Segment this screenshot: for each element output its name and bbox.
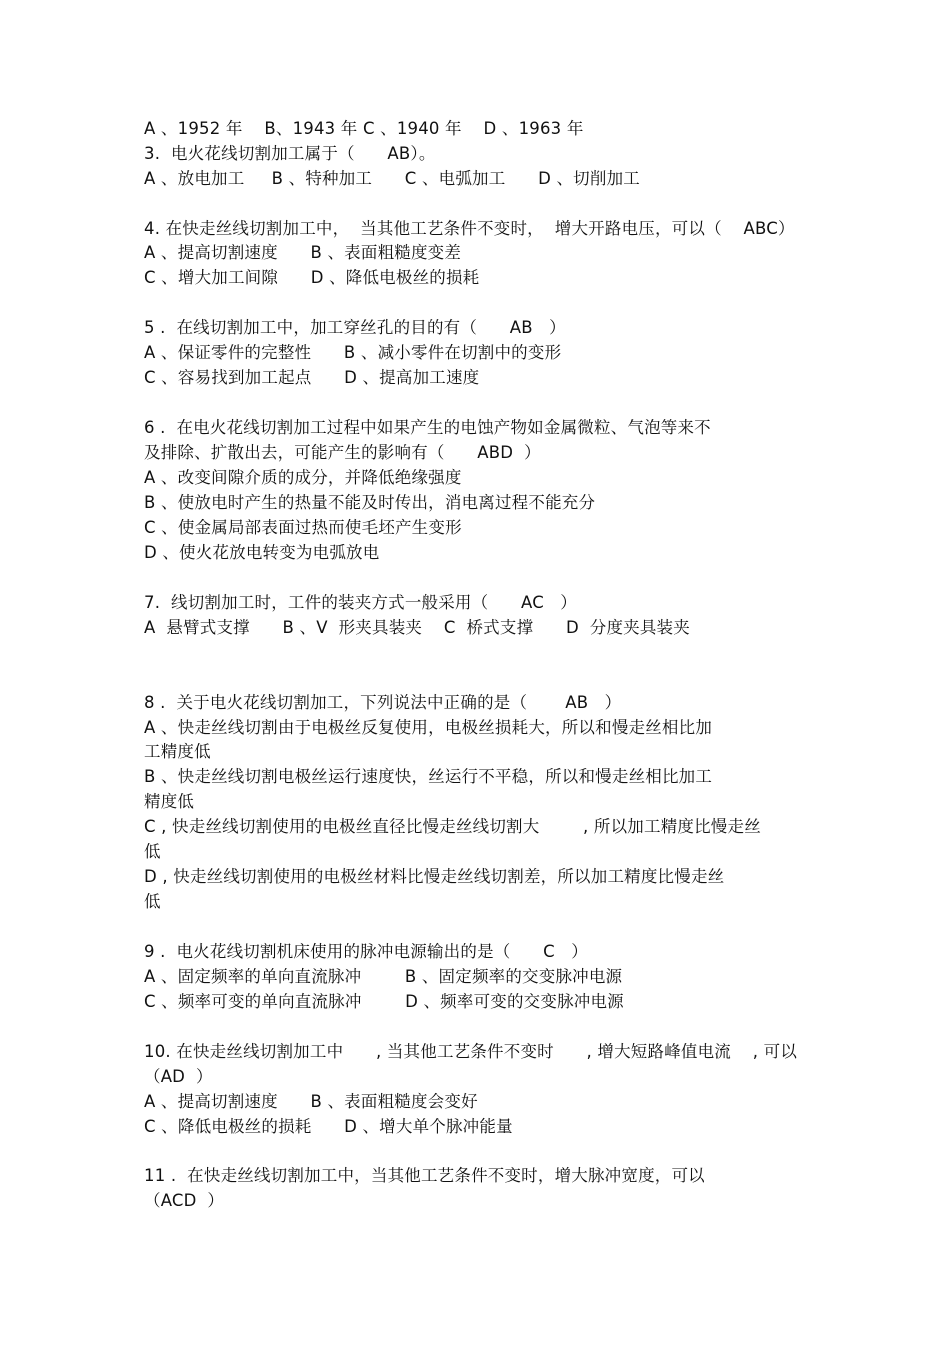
text-line: A 、保证零件的完整性 B 、减小零件在切割中的变形 xyxy=(144,343,562,362)
text-line: 3. 电火花线切割加工属于（ AB）。 xyxy=(144,144,436,163)
text-line: 及排除、扩散出去，可能产生的影响有（ ABD ） xyxy=(144,443,541,462)
text-line: 8 . 关于电火花线切割加工，下列说法中正确的是（ AB ） xyxy=(144,693,622,712)
text-line: C 、降低电极丝的损耗 D 、增大单个脉冲能量 xyxy=(144,1117,513,1136)
text-line: C 、频率可变的单向直流脉冲 D 、频率可变的交变脉冲电源 xyxy=(144,992,624,1011)
text-line: B 、使放电时产生的热量不能及时传出，消电离过程不能充分 xyxy=(144,493,596,512)
text-line: C , 快走丝线切割使用的电极丝直径比慢走丝线切割大 , 所以加工精度比慢走丝 xyxy=(144,817,761,836)
text-line: 5 . 在线切割加工中，加工穿丝孔的目的有（ AB ） xyxy=(144,318,566,337)
text-line: （AD ） xyxy=(144,1067,213,1086)
text-line: A 、改变间隙介质的成分，并降低绝缘强度 xyxy=(144,468,462,487)
text-line: C 、增大加工间隙 D 、降低电极丝的损耗 xyxy=(144,268,480,287)
text-line: 9 . 电火花线切割机床使用的脉冲电源输出的是（ C ） xyxy=(144,942,588,961)
text-line: A 、放电加工 B 、特种加工 C 、电弧加工 D 、切削加工 xyxy=(144,169,640,188)
text-line: 7. 线切割加工时，工件的装夹方式一般采用（ AC ） xyxy=(144,593,577,612)
text-line: 精度低 xyxy=(144,792,195,811)
text-line: 10. 在快走丝线切割加工中 , 当其他工艺条件不变时 , 增大短路峰值电流 , 可以 xyxy=(144,1042,798,1061)
text-line: A 、1952 年 B、1943 年 C 、1940 年 D 、1963 年 xyxy=(144,119,584,138)
text-line: 低 xyxy=(144,892,161,911)
text-line: 6 . 在电火花线切割加工过程中如果产生的电蚀产物如金属微粒、气泡等来不 xyxy=(144,418,711,437)
text-line: C 、容易找到加工起点 D 、提高加工速度 xyxy=(144,368,480,387)
text-line: 4. 在快走丝线切割加工中， 当其他工艺条件不变时， 增大开路电压，可以（ ABC） xyxy=(144,219,795,238)
text-line: A 、快走丝线切割由于电极丝反复使用，电极丝损耗大，所以和慢走丝相比加 xyxy=(144,718,713,737)
text-line: A 、提高切割速度 B 、表面粗糙度会变好 xyxy=(144,1092,478,1111)
text-line: 低 xyxy=(144,842,161,861)
text-line: 11 . 在快走丝线切割加工中，当其他工艺条件不变时，增大脉冲宽度，可以 xyxy=(144,1166,705,1185)
text-line: 工精度低 xyxy=(144,742,211,761)
text-line: D 、使火花放电转变为电弧放电 xyxy=(144,543,380,562)
text-line: B 、快走丝线切割电极丝运行速度快，丝运行不平稳，所以和慢走丝相比加工 xyxy=(144,767,713,786)
text-line: A 、提高切割速度 B 、表面粗糙度变差 xyxy=(144,243,462,262)
text-line: D , 快走丝线切割使用的电极丝材料比慢走丝线切割差，所以加工精度比慢走丝 xyxy=(144,867,725,886)
text-line: A 悬臂式支撑 B 、V 形夹具装夹 C 桥式支撑 D 分度夹具装夹 xyxy=(144,618,690,637)
text-line: C 、使金属局部表面过热而使毛坯产生变形 xyxy=(144,518,462,537)
text-line: A 、固定频率的单向直流脉冲 B 、固定频率的交变脉冲电源 xyxy=(144,967,623,986)
text-line: （ACD ） xyxy=(144,1191,225,1210)
